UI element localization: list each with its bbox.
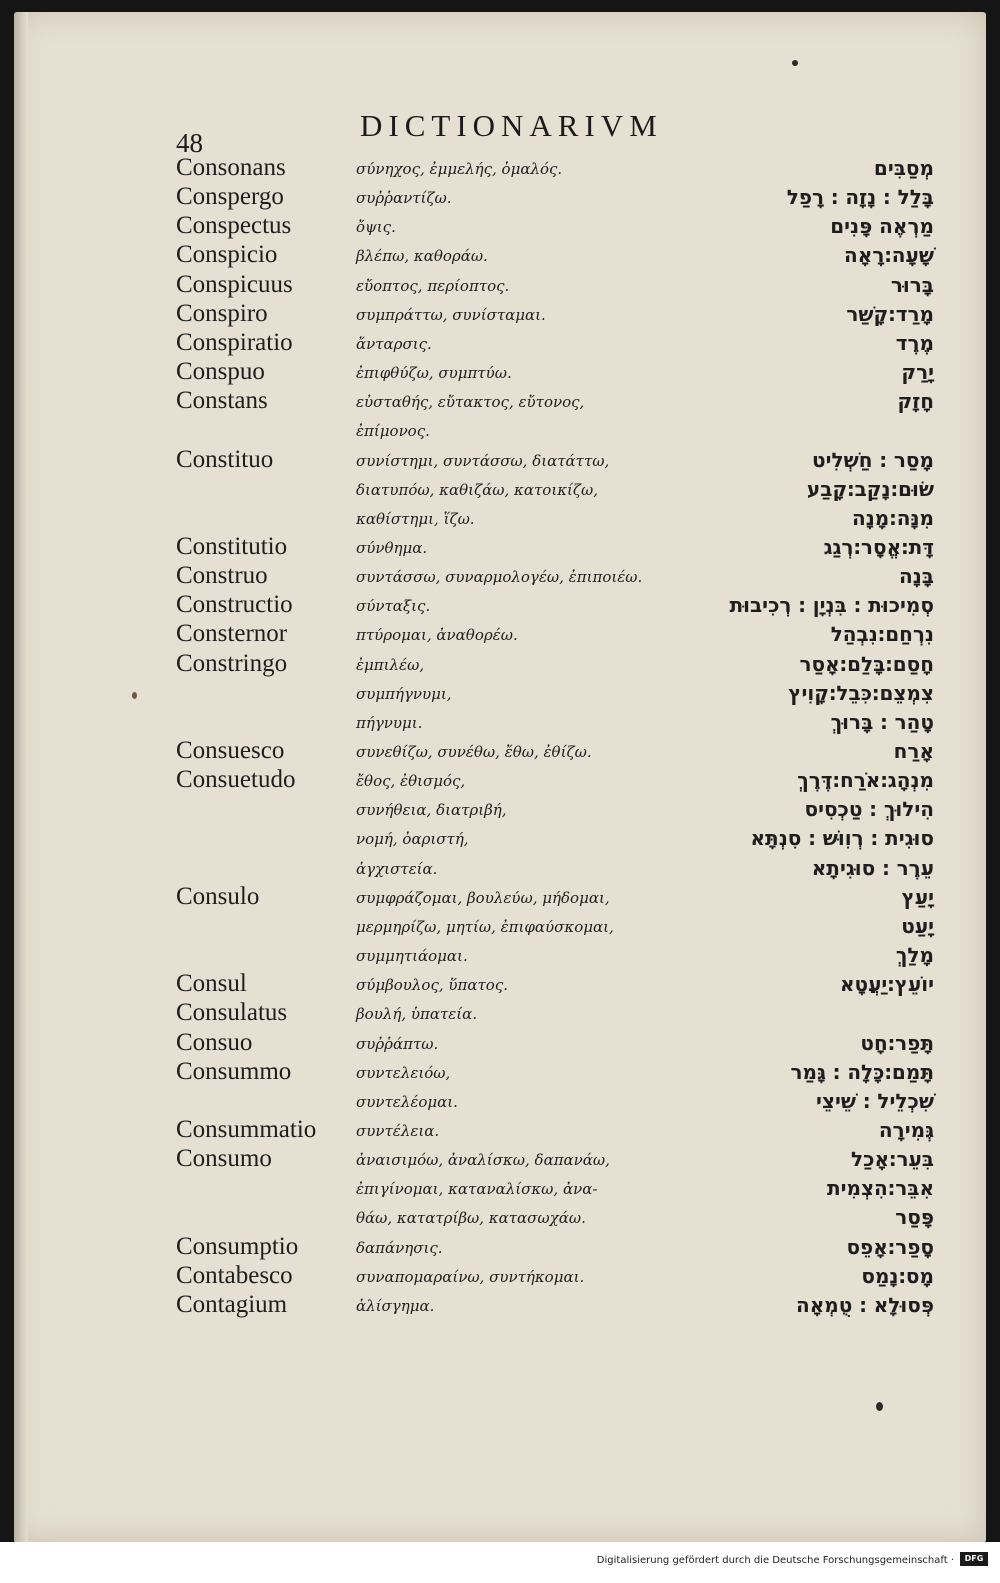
digitization-footer [0, 1542, 1000, 1583]
hebrew-gloss: בָּרוּר [890, 272, 934, 297]
hebrew-gloss: מָלַךְ [895, 943, 934, 968]
greek-gloss: εὔοπτος, περίοπτος. [356, 276, 510, 295]
greek-gloss: συναπομαραίνω, συντήκομαι. [356, 1267, 585, 1286]
greek-gloss: διατυπόω, καθιζάω, κατοικίζω, [356, 480, 599, 499]
greek-gloss: συμπήγνυμι, [356, 684, 452, 703]
latin-headword: Consummatio [176, 1115, 317, 1143]
hebrew-gloss: נִרְחַם׃נִבְהַל [830, 622, 934, 647]
latin-headword: Conspicio [176, 241, 278, 269]
ink-spot [876, 1402, 883, 1411]
hebrew-gloss: מִנְהָג׃אֹרַח׃דֶּרֶךְ [797, 768, 934, 793]
hebrew-gloss: מִנָּה׃מָנָה [852, 505, 934, 530]
latin-headword: Consul [176, 970, 247, 998]
hebrew-gloss: טָהַר ׃ בָּרוּךְ [830, 709, 934, 734]
hebrew-gloss: סְמִיכוּת ׃ בִּנְיָן ׃ רְכִיבוּת [729, 593, 934, 618]
greek-gloss: νομή, ὀαριστή, [356, 830, 469, 849]
greek-gloss: σύνταξις. [356, 597, 431, 616]
greek-gloss: συντελέομαι. [356, 1092, 458, 1111]
latin-headword: Consuo [176, 1028, 253, 1056]
hebrew-gloss: בָּנָה [899, 564, 934, 589]
latin-headword: Construo [176, 562, 268, 590]
hebrew-gloss: הִילוּךְ ׃ טַכְסִיס [804, 797, 934, 822]
footer-credit: Digitalisierung gefördert durch die Deutsche Forschungsgemeinschaft · [596, 1555, 954, 1566]
latin-headword: Consternor [176, 620, 288, 648]
latin-headword: Consumptio [176, 1232, 299, 1260]
greek-gloss: συντέλεια. [356, 1121, 440, 1140]
greek-gloss: πτύρομαι, ἀναθορέω. [356, 626, 518, 645]
greek-gloss: συντελειόω, [356, 1063, 451, 1082]
hebrew-gloss: תָּמַם׃כָּלָה ׃ גָּמַר [790, 1059, 934, 1084]
greek-gloss: συνίστημι, συντάσσω, διατάττω, [356, 451, 610, 470]
latin-headword: Conspiro [176, 299, 268, 327]
hebrew-gloss: שָׁעָה׃רָאָה [844, 243, 934, 268]
latin-headword: Contagium [176, 1290, 288, 1318]
latin-headword: Consuesco [176, 737, 285, 764]
latin-headword: Conspiratio [176, 328, 293, 356]
hebrew-gloss: סָפַר׃אָפֵס [846, 1234, 934, 1259]
latin-headword: Constringo [176, 649, 288, 677]
greek-gloss: συνεθίζω, συνέθω, ἔθω, ἐθίζω. [356, 743, 592, 761]
greek-gloss: ἀλίσγημα. [356, 1296, 435, 1315]
ink-spot [132, 692, 137, 699]
hebrew-gloss: בִּעֵר׃אָכַל [851, 1147, 934, 1172]
hebrew-gloss: מָרַד׃קָשַׁר [846, 301, 934, 326]
greek-gloss: συνήθεια, διατριβή, [356, 801, 507, 820]
greek-gloss: συμπράττω, συνίσταμαι. [356, 305, 546, 324]
greek-gloss: βλέπω, καθοράω. [356, 247, 488, 266]
latin-headword: Constans [176, 387, 268, 415]
hebrew-gloss: שׂוּם׃נָקַב׃קָבַע [806, 476, 934, 501]
book-page [14, 12, 986, 1542]
hebrew-gloss: מַרְאֶה פָּנִים [830, 214, 934, 239]
dfg-logo: DFG [960, 1552, 988, 1566]
greek-gloss: ἐμπιλέω, [356, 655, 425, 674]
greek-gloss: συῤῥαντίζω. [356, 189, 452, 208]
hebrew-gloss: בָּלַל ׃ נָזָה ׃ רָפַל [786, 185, 934, 210]
hebrew-gloss: פְּסוּלָא ׃ טֻמְאָה [796, 1292, 934, 1317]
greek-gloss: καθίστημι, ἵζω. [356, 509, 475, 528]
latin-headword: Conspergo [176, 183, 284, 211]
hebrew-gloss: יָעַץ [901, 884, 934, 909]
greek-gloss: ἐπιφθύζω, συμπτύω. [356, 364, 512, 383]
greek-gloss: σύμβουλος, ὕπατος. [356, 976, 509, 995]
hebrew-gloss: דָּת׃אֱסָר׃רְגַג [823, 534, 934, 559]
latin-headword: Consummo [176, 1057, 292, 1085]
greek-gloss: συῤῥάπτω. [356, 1034, 439, 1053]
hebrew-gloss: יָעַט [901, 913, 934, 938]
greek-gloss: ἄνταρσις. [356, 334, 432, 353]
hebrew-gloss: יָרַק [901, 360, 934, 385]
greek-gloss: σύνθημα. [356, 538, 428, 557]
greek-gloss: ἔθος, ἐθισμός, [356, 772, 466, 791]
latin-headword: Constructio [176, 591, 293, 619]
hebrew-gloss: אָרַח [893, 739, 934, 763]
greek-gloss: σύνηχος, ἐμμελής, ὁμαλός. [356, 160, 563, 178]
latin-headword: Consonans [176, 154, 286, 181]
hebrew-gloss: גְּמִירָה [878, 1117, 934, 1142]
greek-gloss: συμφράζομαι, βουλεύω, μήδομαι, [356, 888, 610, 907]
hebrew-gloss: עֵרֶר ׃ סוּגִיתָא [811, 855, 934, 880]
greek-gloss: ἐπιγίνομαι, καταναλίσκω, ἀνα- [356, 1180, 598, 1199]
greek-gloss: συμμητιάομαι. [356, 947, 468, 966]
latin-headword: Consuetudo [176, 766, 296, 794]
greek-gloss: ἀγχιστεία. [356, 859, 438, 878]
latin-headword: Consulatus [176, 999, 288, 1027]
hebrew-gloss: שִׁכְלֵיל ׃ שֵׁיצֵי [816, 1088, 934, 1113]
ink-spot [792, 60, 798, 66]
latin-headword: Constituo [176, 445, 274, 473]
hebrew-gloss: מֶרֶד [895, 330, 934, 355]
greek-gloss: εὐσταθής, εὔτακτος, εὔτονος, [356, 393, 585, 412]
hebrew-gloss: פָּסַר [895, 1205, 934, 1230]
hebrew-gloss: אִבֵּר׃הִצְמִית [826, 1176, 934, 1201]
hebrew-gloss: תָּפַר׃חָט [860, 1030, 934, 1055]
greek-gloss: συντάσσω, συναρμολογέω, ἐπιποιέω. [356, 568, 643, 587]
hebrew-gloss: מָס׃נָמַס [861, 1263, 934, 1288]
greek-gloss: ἐπίμονος. [356, 422, 430, 441]
page-number: 48 [176, 128, 203, 158]
page-edge-shadow [14, 12, 28, 1542]
hebrew-gloss: חָזָק [897, 389, 934, 414]
running-head: DICTIONARIVM [360, 108, 663, 143]
greek-gloss: θάω, κατατρίβω, κατασωχάω. [356, 1209, 586, 1228]
hebrew-gloss: מָסַר ׃ חַשְׁלִיט [812, 447, 934, 472]
greek-gloss: βουλή, ὑπατεία. [356, 1005, 478, 1024]
greek-gloss: ὄψις. [356, 218, 396, 237]
greek-gloss: δαπάνησις. [356, 1238, 443, 1257]
latin-headword: Contabesco [176, 1261, 293, 1289]
hebrew-gloss: מְסַבִּים [873, 156, 934, 180]
latin-headword: Consulo [176, 882, 260, 910]
hebrew-gloss: צִמְצֵם׃כִּבֵל׃קָוִיץ [788, 680, 934, 705]
greek-gloss: μερμηρίζω, μητίω, ἐπιφαύσκομαι, [356, 917, 614, 936]
latin-headword: Conspectus [176, 212, 292, 240]
latin-headword: Conspuo [176, 358, 265, 386]
hebrew-gloss: יוֹעֵץ׃יַעֲטָא [839, 972, 934, 997]
hebrew-gloss: סוּגִית ׃ רְוִוּשׁ ׃ סִנְתָּא [750, 826, 934, 851]
hebrew-gloss: חָסַם׃בָּלַם׃אָסַר [799, 651, 934, 676]
greek-gloss: πήγνυμι. [356, 713, 423, 732]
latin-headword: Conspicuus [176, 270, 293, 298]
latin-headword: Consumo [176, 1145, 272, 1173]
latin-headword: Constitutio [176, 532, 288, 560]
greek-gloss: ἀναισιμόω, ἀναλίσκω, δαπανάω, [356, 1151, 610, 1170]
